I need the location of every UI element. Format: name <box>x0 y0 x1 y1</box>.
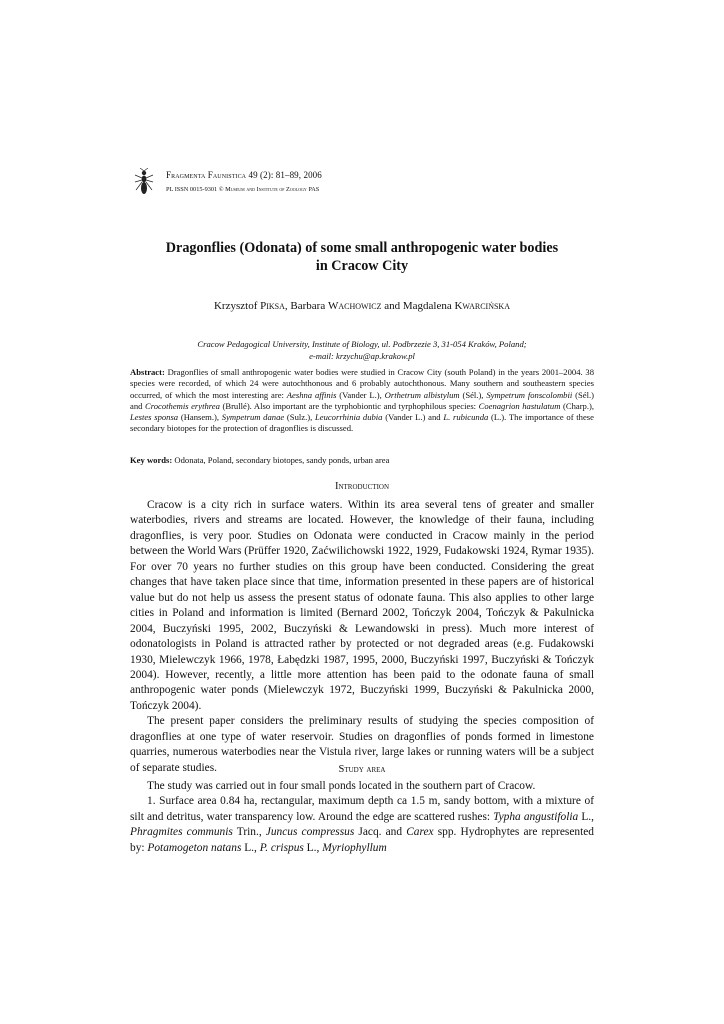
author-2-given: Barbara <box>290 300 328 312</box>
paragraph-text: 1. Surface area 0.84 ha, rectangular, maximum depth ca 1.5 m, sandy bottom, with a mixture of silt and detritus, water transparency low. Around the edge are scattered rushes: <box>130 795 594 823</box>
author-separator: , <box>284 300 291 312</box>
paragraph <box>130 794 594 856</box>
abstract-text: (L.). The importance of these secondary biotopes for the protection of dragonflies is discussed. <box>130 412 594 434</box>
paragraph-text: Trin., <box>232 826 266 839</box>
species-name: Sympetrum danae <box>221 412 285 423</box>
author-list <box>130 300 594 312</box>
affiliation-email: e-mail: krzychu@ap.krakow.pl <box>309 351 415 361</box>
abstract-text: (Sél.) and <box>130 389 594 411</box>
paragraph-text: L., <box>578 810 594 823</box>
species-name: Coenagrion hastulatum <box>478 400 561 411</box>
species-name: Potamogeton natans <box>147 841 242 854</box>
species-name: Leucorrhinia dubia <box>314 412 383 423</box>
affiliation-address: Cracow Pedagogical University, Institute of Biology, ul. Podbrzezie 3, 31-054 Kraków, Poland; <box>197 339 527 349</box>
species-name: Phragmites communis <box>130 826 233 839</box>
abstract-text: (Hansem.), <box>178 412 222 423</box>
paragraph: The study was carried out in four small ponds located in the southern part of Cracow. <box>147 780 536 792</box>
introduction-body <box>130 498 594 776</box>
species-name: Sympetrum fonscolombii <box>486 389 573 400</box>
insect-logo-icon <box>134 168 154 198</box>
paragraph-text: L., <box>241 841 260 854</box>
author-3-family: Kwarcińska <box>454 300 510 312</box>
species-name: Orthetrum albistylum <box>384 389 460 400</box>
keywords-text: Odonata, Poland, secondary biotopes, sandy ponds, urban area <box>172 455 390 465</box>
abstract-text: (Sél.), <box>459 389 487 400</box>
author-3-given: Magdalena <box>402 300 455 312</box>
abstract-text: (Charp.), <box>560 400 595 411</box>
journal-header <box>134 168 554 204</box>
species-name: Juncus compressus <box>265 826 355 839</box>
journal-citation <box>166 170 322 180</box>
paragraph: Cracow is a city rich in surface waters. Within its area several tens of greater and smaller waterbodies, rivers and streams are located. However, the knowledge of their fauna, including dragonflies, is very poor. Studies on Odonata were conducted in Cracow mainly in the period between the World Wars (Prüffer 1920, Zaćwilichowski 1922, 1929, Fudakowski 1924, Rymar 1935). For over 70 years no further studies on this group have been conducted. Considering the great changes that have taken place since that time, information presented in these papers are of historical value but do not help us assess the present status of odonate fauna. This also applies to other large cities in Poland and information is limited (Bernard 2002, Tończyk 2004, Tończyk & Pakulnicka 2004, Buczyński 1995, 2002, Buczyński & Lewandowski in press). Much more interest of odonatologists in Poland is attracted rather by protected or not degraded areas (e.g. Fudakowski 1930, Mielewczyk 1966, 1978, Łabędzki 1987, 1995, 2000, Buczyński 1997, Buczyński & Tończyk 2004). However, recently, a little more attention has been paid to the odonate fauna of small anthropogenic water ponds (Mielewczyk 1972, Buczyński 1999, Buczyński & Pakulnicka 2000, Tończyk 2004). <box>130 499 594 712</box>
paper-title <box>130 239 594 275</box>
abstract <box>130 367 594 435</box>
affiliation <box>130 338 594 362</box>
abstract-text: (Vander L.) and <box>382 412 444 423</box>
paragraph-text: L., <box>303 841 323 854</box>
paragraph-text: Jacq. and <box>354 826 407 839</box>
abstract-text: Dragonflies of small anthropogenic water bodies were studied in Cracow City (south Poland) in the years 2001–2004. 38 species were recorded, of which 24 were autochthonous and 6 probably autochthonous. Many southern and southeastern species occurred, of which the most interesting are: <box>130 367 594 400</box>
species-name: P. crispus <box>259 841 304 854</box>
species-name: L. rubicunda <box>443 412 489 423</box>
species-name: Myriophyllum <box>322 841 387 854</box>
author-2-family: Wachowicz <box>327 300 382 312</box>
abstract-label: Abstract: <box>130 367 165 377</box>
issn-number: PL ISSN 0015-9301 © <box>166 186 226 193</box>
journal-name: Fragmenta Faunistica <box>166 170 247 180</box>
section-heading-study-area: Study area <box>338 764 386 775</box>
species-name: Typha angustifolia <box>493 810 579 823</box>
species-name: Lestes sponsa <box>130 412 179 423</box>
species-name: Crocothemis erythrea <box>144 400 220 411</box>
keywords <box>130 455 594 465</box>
author-1-family: Piksa <box>260 300 285 312</box>
journal-volume: 49 (2): 81–89, 2006 <box>246 170 322 180</box>
author-separator: and <box>381 300 403 312</box>
study-area-body <box>130 779 594 856</box>
abstract-text: (Sulz.), <box>284 412 315 423</box>
issn-line <box>166 186 319 193</box>
abstract-text: (Vander L.), <box>336 389 385 400</box>
paragraph: The present paper considers the preliminary results of studying the species composition of dragonflies at one type of water reservoir. Studies on dragonflies of ponds formed in limestone quarries, numerous waterbodies near the Vistula river, large lakes or running waters will be a subject of separate studies. <box>130 715 594 774</box>
species-name: Aeshna affinis <box>286 389 337 400</box>
title-line-2: in Cracow City <box>315 258 409 274</box>
abstract-text: (Brullé). Also important are the tyrphobiontic and tyrphophilous species: <box>219 400 479 411</box>
paragraph-text: spp. Hydrophytes are represented by: <box>130 826 595 854</box>
section-heading-introduction: Introduction <box>334 481 390 492</box>
title-line-1: Dragonflies (Odonata) of some small anthropogenic water bodies <box>165 240 559 256</box>
publisher-name: Museum and Institute of Zoology PAS <box>225 186 320 193</box>
species-name: Carex <box>406 826 434 839</box>
keywords-label: Key words: <box>130 455 173 465</box>
author-1-given: Krzysztof <box>213 300 261 312</box>
